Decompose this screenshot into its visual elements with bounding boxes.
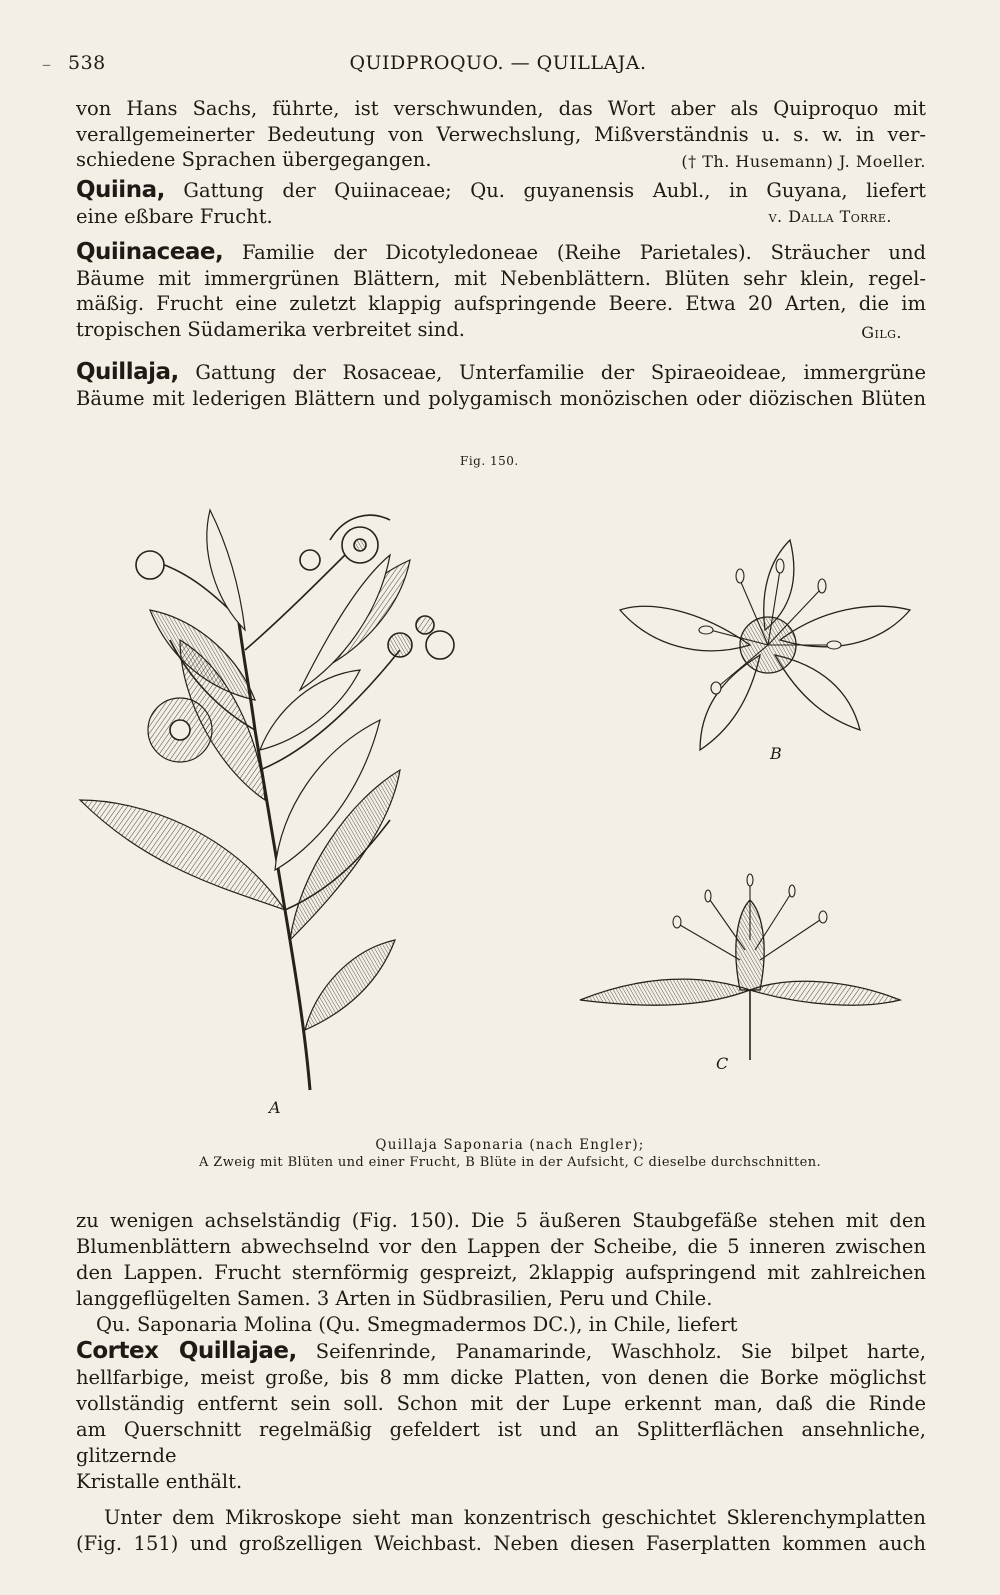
text-line: Unter dem Mikroskope sieht man konzentrisch geschichtet Sklerenchymplatten — [104, 1506, 926, 1529]
caption-description: A Zweig mit Blüten und einer Frucht, B Blüte in der Aufsicht, C dieselbe durchschnitten. — [198, 1155, 822, 1170]
figure-part-label-b: B — [770, 744, 782, 763]
entry-lemma: Quiina, — [76, 177, 165, 203]
page-header — [68, 52, 928, 80]
running-head: QUIDPROQUO. — QUILLAJA. — [349, 52, 647, 74]
author-signature: v. Dalla Torre. — [768, 206, 892, 226]
margin-mark: – — [42, 54, 51, 75]
figure-caption — [60, 1136, 960, 1172]
entry-quiina — [76, 178, 926, 229]
text-line: hellfarbige, meist große, bis 8 mm dicke Platten, von denen die Borke möglichst — [76, 1366, 926, 1389]
text-line — [76, 317, 926, 343]
text-line — [76, 240, 926, 266]
branch-drawing-a — [80, 510, 454, 1090]
text-line-content: eine eßbare Frucht. — [76, 204, 273, 228]
text-line: den Lappen. Frucht sternförmig gespreizt, 2klappig aufspringend mit zahlreichen — [76, 1261, 926, 1284]
entry-lemma: Quiinaceae, — [76, 239, 224, 265]
text-line: (Fig. 151) und großzelligen Weichbast. Neben diesen Faserplatten kommen auch — [76, 1532, 926, 1555]
author-signature: († Th. Husemann) J. Moeller. — [681, 152, 926, 171]
figure-label: Fig. 150. — [460, 454, 519, 468]
text-line: Bäume mit immergrünen Blättern, mit Nebenblättern. Blüten sehr klein, regel- — [76, 266, 926, 290]
paragraph-gap — [76, 1495, 926, 1505]
text-line: zu wenigen achselständig (Fig. 150). Die 5 äußeren Staubgefäße stehen mit den — [76, 1209, 926, 1232]
text-line — [76, 204, 926, 230]
figure-part-label-c: C — [716, 1054, 729, 1073]
flower-drawing-b — [620, 540, 910, 750]
text-line: am Querschnitt regelmäßig gefeldert ist und an Splitterflächen ansehnliche, glitzernde — [76, 1418, 926, 1467]
figure-part-label-a: A — [269, 1098, 281, 1117]
page-number: 538 — [68, 52, 106, 74]
text-line-content: tropischen Südamerika verbreitet sind. — [76, 317, 466, 341]
entry-quillaja — [76, 360, 926, 411]
text-line: Blumenblättern abwechselnd vor den Lappen der Scheibe, die 5 inneren zwischen — [76, 1235, 926, 1258]
text-line-content: Gattung der Quiinaceae; Qu. guyanensis Aubl., in Guyana, liefert — [183, 179, 926, 202]
botanical-illustration — [60, 470, 940, 1140]
text-line-content: schiedene Sprachen übergegangen. — [76, 148, 432, 171]
text-line: Qu. Saponaria Molina (Qu. Smegmadermos DC.), in Chile, liefert — [96, 1313, 738, 1336]
text-line: mäßig. Frucht eine zuletzt klappig aufspringende Beere. Etwa 20 Arten, die im — [76, 292, 926, 315]
text-line: Bäume mit lederigen Blättern und polygamisch monözischen oder diözischen Blüten — [76, 386, 926, 410]
text-line-content: Seifenrinde, Panamarinde, Waschholz. Sie bilpet harte, — [315, 1340, 926, 1363]
author-signature: Gilg. — [861, 322, 902, 342]
entry-quillaja-continued — [76, 1208, 926, 1557]
entry-quiinaceae — [76, 240, 926, 345]
text-line: vollständig entfernt sein soll. Schon mit der Lupe erkennt man, daß die Rinde — [76, 1392, 926, 1415]
text-line-content: Familie der Dicotyledoneae (Reihe Parietales). Sträucher und — [241, 241, 926, 264]
entry-quiproquo — [76, 96, 926, 175]
text-line: Kristalle enthält. — [76, 1470, 243, 1493]
text-line-content: Gattung der Rosaceae, Unterfamilie der Spiraeoideae, immergrüne — [195, 361, 926, 384]
caption-title: Quillaja Saponaria (nach Engler); — [375, 1137, 645, 1153]
text-line: von Hans Sachs, führte, ist verschwunden, das Wort aber als Quiproquo mit — [76, 97, 926, 120]
text-line — [76, 147, 926, 173]
entry-lemma: Cortex Quillajae, — [76, 1338, 297, 1364]
text-line: langgeflügelten Samen. 3 Arten in Südbrasilien, Peru und Chile. — [76, 1287, 713, 1310]
text-line — [76, 1338, 926, 1365]
flower-section-drawing-c — [580, 874, 900, 1060]
text-line — [76, 178, 926, 204]
text-line: verallgemeinerter Bedeutung von Verwechslung, Mißverständnis u. s. w. in ver- — [76, 122, 926, 146]
entry-lemma: Quillaja, — [76, 359, 179, 385]
text-line — [76, 360, 926, 386]
